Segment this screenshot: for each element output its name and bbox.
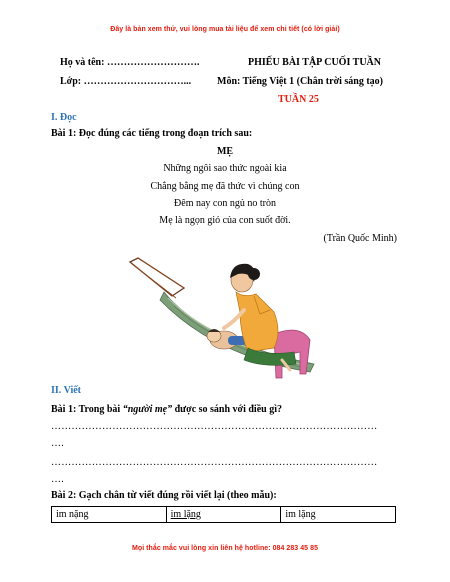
- preview-notice: Đây là bản xem thử, vui lòng mua tài liệu để xem chi tiết (có lời giải): [110, 26, 340, 33]
- section-writing-heading: II. Viết: [51, 385, 81, 396]
- section-reading-heading: I. Đọc: [51, 112, 77, 123]
- writing-task-1-suffix: được so sánh với điều gì?: [172, 404, 282, 415]
- poem-line: Những ngôi sao thức ngoài kia: [163, 163, 287, 174]
- worksheet-title: PHIẾU BÀI TẬP CUỐI TUẦN: [248, 57, 381, 68]
- answer-line-end[interactable]: ….: [51, 474, 64, 485]
- poem-title: MẸ: [216, 146, 234, 157]
- table-row: [52, 507, 396, 523]
- writing-task-1-quote: “người mẹ”: [122, 404, 173, 415]
- reading-task-1: Bài 1: Đọc đúng các tiếng trong đoạn trích sau:: [51, 128, 253, 139]
- poem-author: (Trần Quốc Minh): [323, 233, 397, 244]
- mother-hammock-illustration: [124, 252, 320, 384]
- header-row-1: [0, 57, 450, 71]
- poem-line: Mẹ là ngọn gió của con suốt đời.: [159, 215, 291, 226]
- underlined-word: im lặng: [170, 509, 201, 520]
- writing-task-2: Bài 2: Gạch chân từ viết đúng rồi viết lại (theo mẫu):: [51, 490, 277, 501]
- table-cell-underlined: [166, 507, 281, 523]
- answer-line-end[interactable]: ….: [51, 438, 64, 449]
- class-field: Lớp: …………………………...: [60, 76, 192, 87]
- name-field: Họ và tên: ……………………….: [60, 57, 200, 68]
- writing-task-1-prefix: Bài 1: Trong bài: [51, 404, 123, 415]
- poem-line: Đêm nay con ngủ no tròn: [174, 198, 276, 209]
- answer-line[interactable]: ……………………………………………………………………………………: [51, 457, 378, 468]
- table-cell: im nặng: [52, 507, 167, 523]
- subject-label: Môn: Tiếng Việt 1 (Chân trời sáng tạo): [217, 76, 384, 87]
- hotline-notice: Mọi thắc mắc vui lòng xin liên hệ hotline: 084 283 45 85: [131, 545, 319, 552]
- poem-line: Chẳng bằng mẹ đã thức vì chúng con: [150, 181, 300, 192]
- table-cell-answer[interactable]: im lặng: [281, 507, 396, 523]
- header-row-2: [0, 76, 450, 90]
- example-table: [51, 506, 396, 523]
- writing-task-1: [51, 404, 282, 415]
- week-label: TUẦN 25: [278, 94, 319, 105]
- answer-line[interactable]: ……………………………………………………………………………………: [51, 421, 378, 432]
